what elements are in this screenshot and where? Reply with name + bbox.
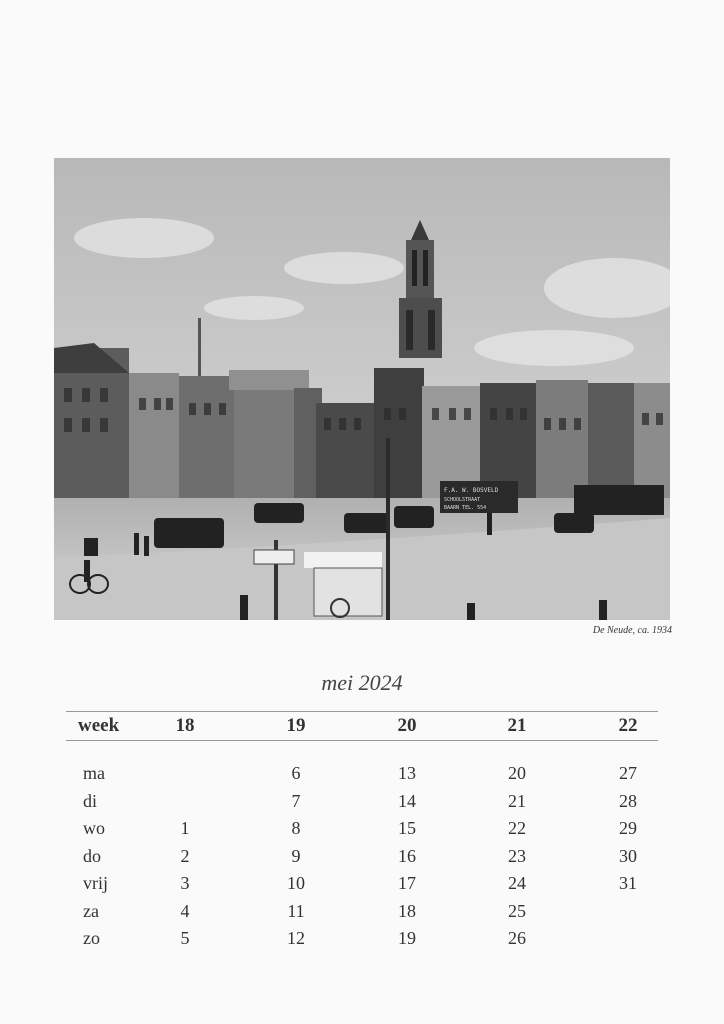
- date-cell: 1: [180, 818, 190, 838]
- date-cell: 8: [291, 818, 301, 838]
- day-row-ma: [66, 763, 658, 791]
- day-row-do: [66, 846, 658, 874]
- date-cell: 27: [619, 763, 637, 783]
- date-cell: 2: [180, 845, 190, 866]
- truck-sign-line2: SCHOOLSTRAAT: [444, 497, 481, 503]
- header-bottom-rule: [66, 740, 658, 741]
- week-number: 20: [397, 715, 417, 736]
- date-cell: 17: [398, 873, 416, 893]
- date-cell: 6: [291, 763, 301, 783]
- calendar-table: [66, 711, 658, 956]
- date-cell: 22: [508, 818, 526, 838]
- week-number: 21: [507, 715, 527, 736]
- photo-caption: De Neude, ca. 1934: [592, 625, 672, 636]
- date-cell: 12: [287, 928, 305, 948]
- truck-sign-line3: BAARN TEL. 554: [444, 505, 487, 511]
- week-header-row: [66, 712, 658, 740]
- week-number: 19: [286, 715, 306, 736]
- date-cell: 25: [508, 900, 526, 921]
- day-row-wo: [66, 818, 658, 846]
- day-name: do: [83, 845, 101, 866]
- day-row-di: [66, 791, 658, 819]
- date-cell: 24: [508, 873, 526, 893]
- date-cell: 13: [398, 763, 416, 783]
- date-cell: 9: [291, 845, 301, 866]
- day-name: vrij: [83, 873, 108, 893]
- week-number: 18: [175, 715, 195, 736]
- truck-sign-line1: F.A. W. BOSVELD: [444, 487, 499, 494]
- date-cell: 3: [180, 873, 190, 893]
- day-row-zo: [66, 928, 658, 956]
- date-cell: 19: [398, 928, 416, 948]
- date-cell: 15: [398, 818, 416, 838]
- day-row-za: [66, 901, 658, 929]
- day-name: ma: [83, 763, 105, 783]
- week-label: week: [78, 715, 120, 736]
- date-cell: 28: [619, 790, 637, 811]
- date-cell: 7: [291, 790, 301, 811]
- day-name: za: [83, 900, 99, 921]
- day-row-vrij: [66, 873, 658, 901]
- truck: [440, 481, 518, 513]
- week-number: 22: [618, 715, 638, 736]
- date-cell: 23: [508, 845, 526, 866]
- date-cell: 5: [180, 928, 190, 948]
- date-cell: 14: [398, 790, 416, 811]
- date-cell: 30: [619, 845, 637, 866]
- date-cell: 29: [619, 818, 637, 838]
- date-cell: 31: [619, 873, 637, 893]
- date-cell: 26: [508, 928, 526, 948]
- date-cell: 18: [398, 900, 416, 921]
- day-rows: [66, 763, 658, 956]
- day-name: zo: [83, 928, 100, 948]
- date-cell: 11: [287, 900, 305, 921]
- square-scene-illustration: [54, 158, 670, 620]
- date-cell: 4: [180, 900, 190, 921]
- date-cell: 10: [287, 873, 305, 893]
- date-cell: 20: [508, 763, 526, 783]
- date-cell: 16: [398, 845, 416, 866]
- day-name: wo: [83, 818, 105, 838]
- day-name: di: [83, 790, 98, 811]
- historic-photo: [54, 158, 670, 620]
- month-title: mei 2024: [321, 670, 403, 695]
- date-cell: 21: [508, 790, 526, 811]
